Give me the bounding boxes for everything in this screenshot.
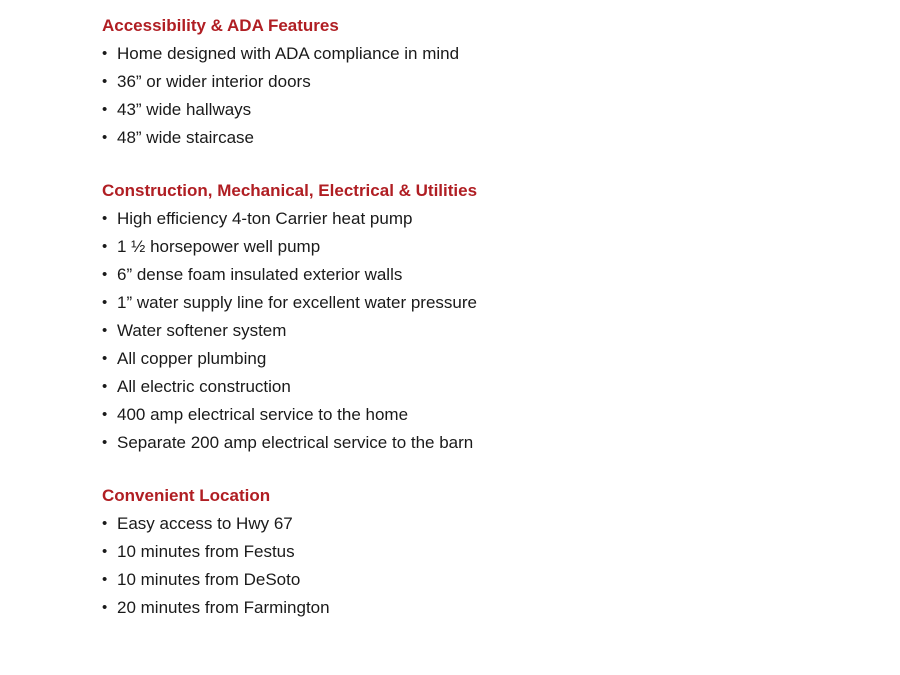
list-item bbox=[102, 510, 862, 538]
list-item bbox=[102, 289, 862, 317]
bullet-icon: • bbox=[102, 129, 108, 146]
bullet-icon: • bbox=[102, 406, 108, 423]
section-location bbox=[102, 482, 862, 622]
list-item bbox=[102, 594, 862, 622]
section-accessibility bbox=[102, 12, 862, 152]
list-item bbox=[102, 205, 862, 233]
list-item-text: 10 minutes from DeSoto bbox=[117, 570, 301, 589]
list-item-text: All copper plumbing bbox=[117, 349, 267, 368]
bullet-icon: • bbox=[102, 378, 108, 395]
list-item bbox=[102, 429, 862, 457]
list-item bbox=[102, 261, 862, 289]
bullet-icon: • bbox=[102, 515, 108, 532]
list-item bbox=[102, 40, 862, 68]
list-item-text: 400 amp electrical service to the home bbox=[117, 405, 409, 424]
bullet-icon: • bbox=[102, 350, 108, 367]
list-item-text: Separate 200 amp electrical service to the barn bbox=[117, 433, 474, 452]
list-item-text: Water softener system bbox=[117, 321, 287, 340]
list-item bbox=[102, 124, 862, 152]
list-item bbox=[102, 233, 862, 261]
section-construction bbox=[102, 177, 862, 457]
bullet-icon: • bbox=[102, 322, 108, 339]
bullet-icon: • bbox=[102, 599, 108, 616]
list-item bbox=[102, 373, 862, 401]
bullet-icon: • bbox=[102, 543, 108, 560]
bullet-icon: • bbox=[102, 266, 108, 283]
bullet-icon: • bbox=[102, 210, 108, 227]
list-item-text: 48” wide staircase bbox=[117, 128, 255, 147]
list-item bbox=[102, 566, 862, 594]
list-item-text: 20 minutes from Farmington bbox=[117, 598, 330, 617]
list-item bbox=[102, 96, 862, 124]
bullet-icon: • bbox=[102, 73, 108, 90]
list-item bbox=[102, 401, 862, 429]
bullet-icon: • bbox=[102, 571, 108, 588]
section-heading: Construction, Mechanical, Electrical & Utilities bbox=[102, 181, 478, 200]
list-item bbox=[102, 317, 862, 345]
list-item-text: 43” wide hallways bbox=[117, 100, 252, 119]
bullet-icon: • bbox=[102, 45, 108, 62]
feature-list bbox=[102, 205, 862, 457]
feature-document bbox=[102, 12, 862, 647]
list-item-text: 1” water supply line for excellent water pressure bbox=[117, 293, 477, 312]
list-item-text: 1 ½ horsepower well pump bbox=[117, 237, 321, 256]
list-item bbox=[102, 345, 862, 373]
list-item-text: 6” dense foam insulated exterior walls bbox=[117, 265, 403, 284]
list-item-text: 36” or wider interior doors bbox=[117, 72, 311, 91]
list-item-text: Easy access to Hwy 67 bbox=[117, 514, 293, 533]
list-item-text: Home designed with ADA compliance in mind bbox=[117, 44, 460, 63]
feature-list bbox=[102, 510, 862, 622]
list-item bbox=[102, 68, 862, 96]
list-item-text: 10 minutes from Festus bbox=[117, 542, 295, 561]
bullet-icon: • bbox=[102, 101, 108, 118]
bullet-icon: • bbox=[102, 294, 108, 311]
section-heading: Accessibility & ADA Features bbox=[102, 16, 339, 35]
bullet-icon: • bbox=[102, 238, 108, 255]
list-item-text: High efficiency 4-ton Carrier heat pump bbox=[117, 209, 413, 228]
feature-list bbox=[102, 40, 862, 152]
bullet-icon: • bbox=[102, 434, 108, 451]
list-item-text: All electric construction bbox=[117, 377, 291, 396]
list-item bbox=[102, 538, 862, 566]
section-heading: Convenient Location bbox=[102, 486, 271, 505]
